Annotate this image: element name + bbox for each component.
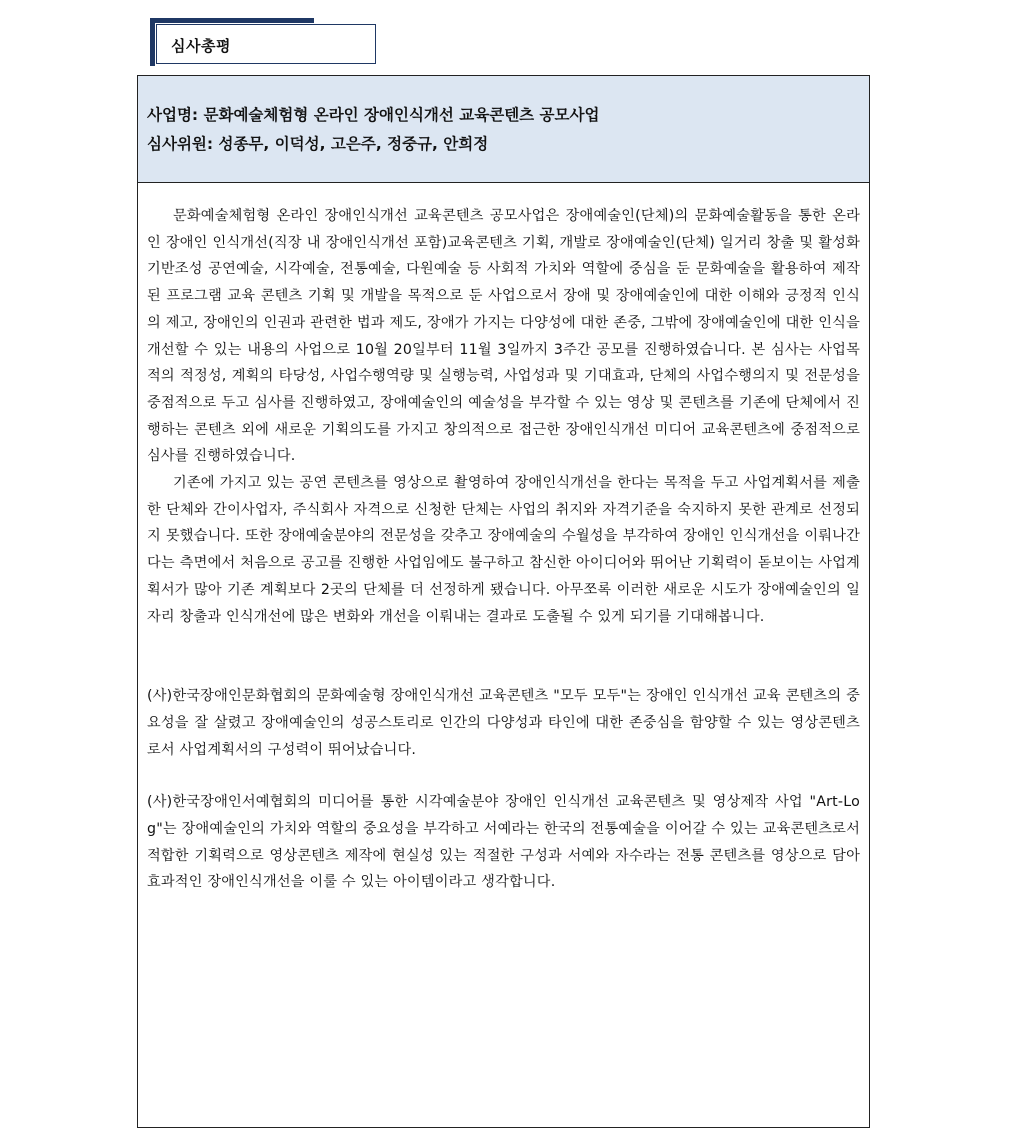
tab-accent-left-bar — [150, 18, 155, 66]
review-paragraph-2: 기존에 가지고 있는 공연 콘텐츠를 영상으로 촬영하여 장애인식개선을 한다는 목적을 두고 사업계획서를 제출한 단체와 간이사업자, 주식회사 자격으로 신청한 단체는 사업의 취지와 자격기준을 숙지하지 못한 관계로 선정되지 못했습니다. 또한 장애예술분야의 전문성을 갖추고 장애예술의 수월성을 부각하여 장애인 인식개선을 이뤄나간다는 측면에서 처음으로 공고를 진행한 사업임에도 불구하고 참신한 아이디어와 뛰어난 기획력이 돋보이는 사업계획서가 많아 기존 계획보다 2곳의 단체를 더 선정하게 됐습니다. 아무쪼록 이러한 새로운 시도가 장애예술인의 일자리 창출과 인식개선에 많은 변화와 개선을 이뤄내는 결과로 도출될 수 있게 되기를 기대해봅니다. — [147, 475, 860, 625]
tab-accent-bar — [150, 18, 314, 23]
review-paragraph-4: (사)한국장애인서예협회의 미디어를 통한 시각예술분야 장애인 인식개선 교육콘텐츠 및 영상제작 사업 "Art-Log"는 장애예술인의 가치와 역할의 중요성을 부각하고 서예라는 한국의 전통예술을 이어갈 수 있는 교육콘텐츠로서 적합한 기획력으로 영상콘텐츠 제작에 현실성 있는 적절한 구성과 서예와 자수라는 전통 콘텐츠를 영상으로 담아 효과적인 장애인식개선을 이룰 수 있는 아이템이라고 생각합니다. — [147, 794, 860, 891]
section-title: 심사총평 — [171, 37, 231, 55]
section-tab — [150, 18, 378, 66]
project-name: 사업명: 문화예술체험형 온라인 장애인식개선 교육콘텐츠 공모사업 — [147, 106, 600, 124]
tab-box — [156, 24, 376, 64]
review-paragraph-3: (사)한국장애인문화협회의 문화예술형 장애인식개선 교육콘텐츠 "모두 모두"는 장애인 인식개선 교육 콘텐츠의 중요성을 잘 살렸고 장애예술인의 성공스토리로 인간의 다양성과 타인에 대한 존중심을 함양할 수 있는 영상콘텐츠로서 사업계획서의 구성력이 뛰어났습니다. — [147, 688, 860, 758]
review-document — [137, 75, 870, 1128]
review-body — [147, 203, 860, 896]
spacer — [147, 763, 860, 789]
reviewers: 심사위원: 성종무, 이덕성, 고은주, 정중규, 안희정 — [147, 135, 489, 153]
header-panel — [138, 76, 869, 183]
spacer — [147, 630, 860, 683]
review-paragraph-1: 문화예술체험형 온라인 장애인식개선 교육콘텐츠 공모사업은 장애예술인(단체)의 문화예술활동을 통한 온라인 장애인 인식개선(직장 내 장애인식개선 포함)교육콘텐츠 기획, 개발로 장애예술인(단체) 일거리 창출 및 활성화 기반조성 공연예술, 시각예술, 전통예술, 다원예술 등 사회적 가치와 역할에 중심을 둔 문화예술을 활용하여 제작된 프로그램 교육 콘텐츠 기획 및 개발을 목적으로 둔 사업으로서 장애 및 장애예술인에 대한 이해와 긍정적 인식의 제고, 장애인의 인권과 관련한 법과 제도, 장애가 가지는 다양성에 대한 존중, 그밖에 장애예술인에 대한 인식을 개선할 수 있는 내용의 사업으로 10월 20일부터 11월 3일까지 3주간 공모를 진행하였습니다. 본 심사는 사업목적의 적정성, 계획의 타당성, 사업수행역량 및 실행능력, 사업성과 및 기대효과, 단체의 사업수행의지 및 전문성을 중점적으로 두고 심사를 진행하였고, 장애예술인의 예술성을 부각할 수 있는 영상 및 콘텐츠를 기존에 단체에서 진행하는 콘텐츠 외에 새로운 기획의도를 가지고 창의적으로 접근한 장애인식개선 미디어 교육콘텐츠에 중점적으로 심사를 진행하였습니다. — [147, 208, 860, 465]
